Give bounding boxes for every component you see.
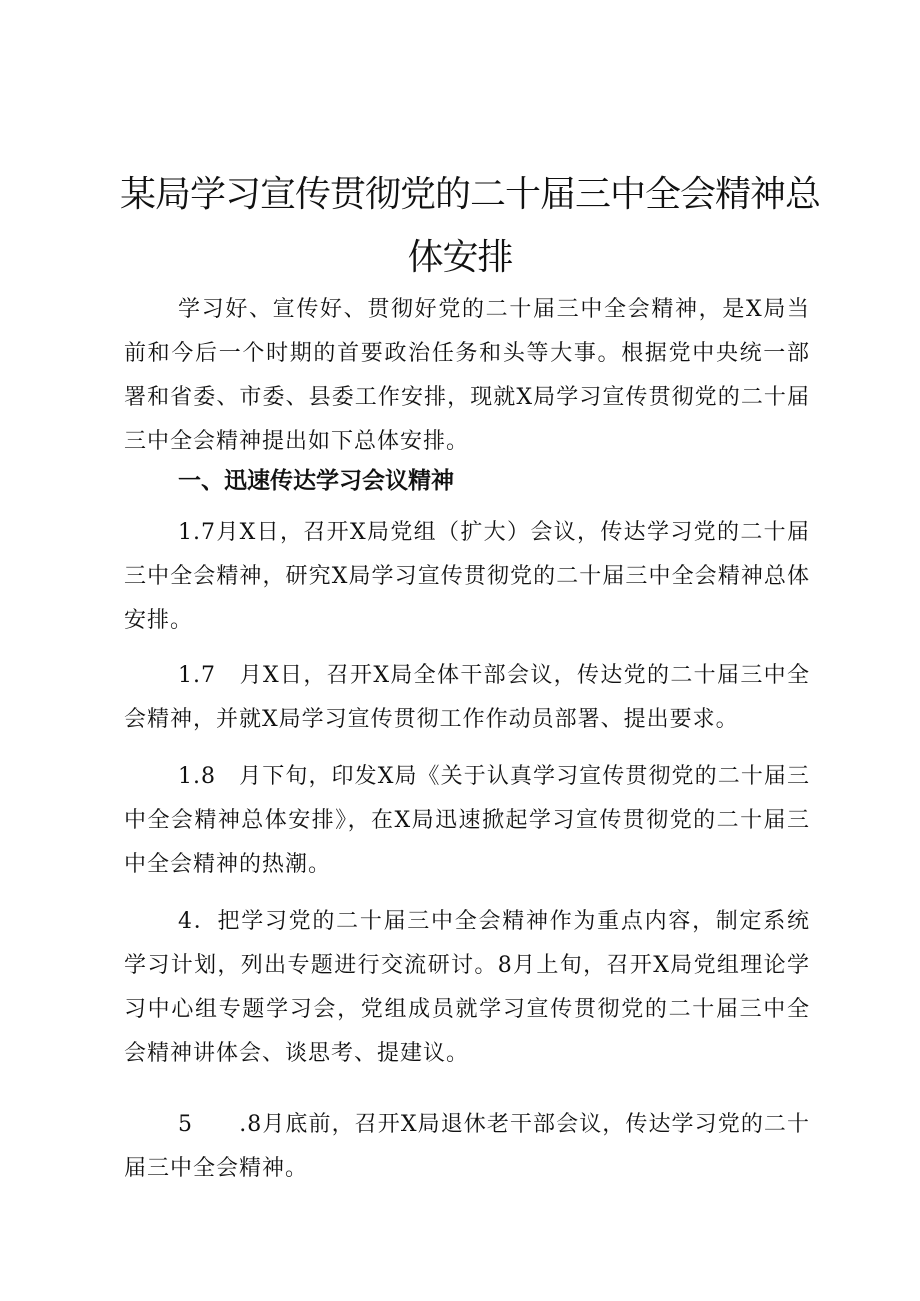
item-paragraph-5: 5 .8月底前，召开X局退休老干部会议，传达学习党的二十届三中全会精神。 xyxy=(124,1112,810,1181)
document-title-line-2: 体安排 xyxy=(407,237,513,278)
item-paragraph-3: 1.8 月下旬，印发X局《关于认真学习宣传贯彻党的二十届三中全会精神总体安排》，在X局迅速掀起学习宣传贯彻党的二十届三中全会精神的热潮。 xyxy=(124,764,810,877)
item-paragraph-2: 1.7 月X日，召开X局全体干部会议，传达党的二十届三中全会精神，并就X局学习宣传贯彻工作作动员部署、提出要求。 xyxy=(124,663,810,732)
item-paragraph-1: 1.7月X日，召开X局党组（扩大）会议，传达学习党的二十届三中全会精神，研究X局学习宣传贯彻党的二十届三中全会精神总体安排。 xyxy=(124,520,810,633)
section-one-heading: 一、迅速传达学习会议精神 xyxy=(178,468,454,494)
item-paragraph-4: 4．把学习党的二十届三中全会精神作为重点内容，制定系统学习计划，列出专题进行交流研讨。8月上旬，召开X局党组理论学习中心组专题学习会，党组成员就学习宣传贯彻党的二十届三中全会精神讲体会、谈思考、提建议。 xyxy=(124,909,810,1066)
intro-paragraph: 学习好、宣传好、贯彻好党的二十届三中全会精神，是X局当前和今后一个时期的首要政治任务和头等大事。根据党中央统一部署和省委、市委、县委工作安排，现就X局学习宣传贯彻党的二十届三中全会精神提出如下总体安排。 xyxy=(124,297,810,454)
document-title-line-1: 某局学习宣传贯彻党的二十届三中全会精神总 xyxy=(120,174,821,215)
